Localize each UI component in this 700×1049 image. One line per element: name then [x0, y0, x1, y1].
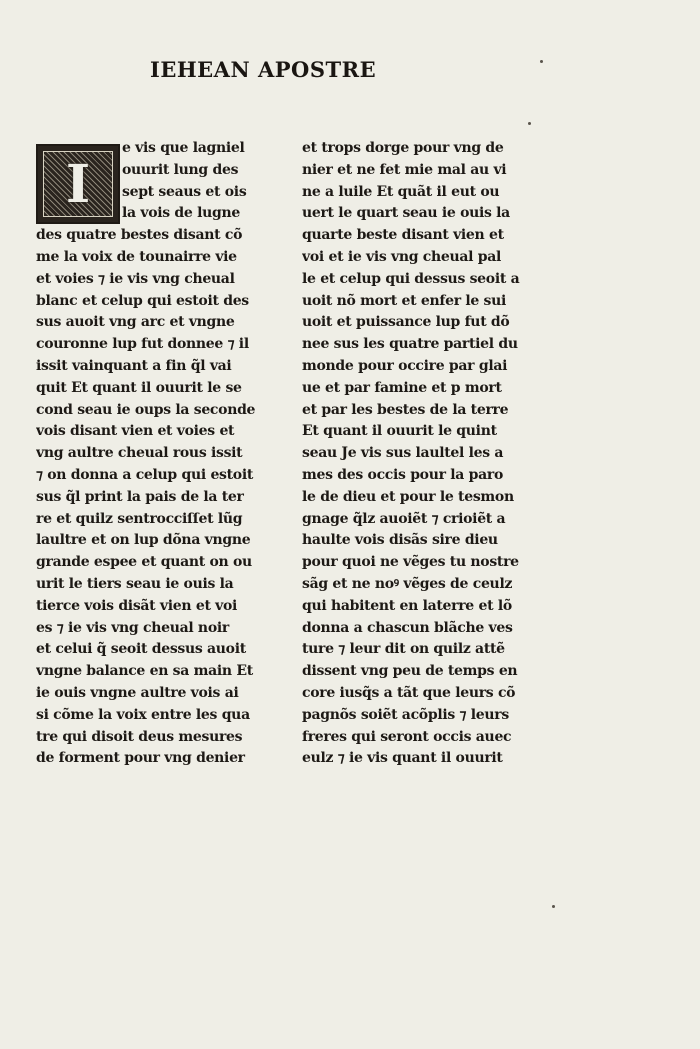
text-line: et voies ⁊ ie vis vng cheual: [36, 270, 235, 287]
paper-speck: [552, 905, 555, 908]
text-line: donna a chascun blãche ves: [302, 619, 513, 636]
text-line: de forment pour vng denier: [36, 750, 245, 767]
text-line: qui habitent en laterre et lõ: [302, 597, 512, 614]
text-line: cond seau ie oups la seconde: [36, 401, 256, 418]
left-column: [36, 138, 268, 770]
text-line: sãg et ne noꝰ vẽges de ceulz: [302, 575, 513, 592]
paper-speck: [540, 60, 543, 63]
paper-speck: [528, 122, 531, 125]
text-line: seau Je vis sus laultel les a: [302, 445, 504, 462]
text-line: nee sus les quatre partiel du: [302, 336, 518, 353]
text-line: tre qui disoit deus mesures: [36, 728, 243, 745]
text-line: ie ouis vngne aultre vois ai: [36, 684, 239, 701]
text-line: ue et par famine et p mort: [302, 379, 502, 396]
text-line: blanc et celup qui estoit des: [36, 292, 249, 309]
text-line: issit vainquant a fin q̃l vai: [36, 357, 232, 374]
text-line: e vis que lagniel: [122, 140, 245, 156]
text-line: sus q̃l print la pais de la ter: [36, 488, 244, 505]
text-line: et celui q̃ seoit dessus auoit: [36, 641, 246, 658]
text-line: dissent vng peu de temps en: [302, 663, 518, 680]
text-line: pour quoi ne vẽges tu nostre: [302, 554, 519, 571]
text-line: sept seaus et ois: [122, 183, 247, 200]
text-line: ne a luile Et quãt il eut ou: [302, 183, 500, 200]
text-line: le et celup qui dessus seoit a: [302, 270, 520, 287]
text-line: tierce vois disãt vien et voi: [36, 597, 238, 614]
text-line: si cõme la voix entre les qua: [36, 706, 250, 723]
text-line: voi et ie vis vng cheual pal: [302, 248, 502, 265]
text-line: le de dieu et pour le tesmon: [302, 488, 514, 505]
text-line: couronne lup fut donnee ⁊ il: [36, 336, 249, 353]
text-line: uert le quart seau ie ouis la: [302, 205, 510, 222]
text-line: ouurit lung des: [122, 161, 239, 178]
text-line: quit Et quant il ouurit le se: [36, 379, 242, 396]
initial-letter: I: [65, 153, 91, 215]
text-line: core iusq̃s a tãt que leurs cõ: [302, 684, 516, 701]
text-line: Et quant il ouurit le quint: [302, 423, 497, 440]
text-line: ture ⁊ leur dit on quilz attẽ: [302, 641, 505, 658]
text-line: uoit et puissance lup fut dõ: [302, 314, 510, 331]
text-line: la vois de lugne: [122, 205, 240, 222]
text-line: uoit nõ mort et enfer le sui: [302, 292, 507, 309]
text-line: sus auoit vng arc et vngne: [36, 314, 235, 331]
text-line: mes des occis pour la paro: [302, 466, 503, 483]
running-head: IEHEAN APOSTRE: [150, 57, 377, 82]
text-line: gnage q̃lz auoiẽt ⁊ crioiẽt a: [302, 510, 506, 527]
text-line: ⁊ on donna a celup qui estoit: [36, 466, 254, 483]
text-line: urit le tiers seau ie ouis la: [36, 575, 234, 592]
text-line: monde pour occire par glai: [302, 357, 508, 374]
text-line: me la voix de tounairre vie: [36, 248, 237, 265]
text-line: vng aultre cheual rous issit: [36, 445, 243, 462]
text-line: eulz ⁊ ie vis quant il ouurit: [302, 750, 503, 767]
text-line: es ⁊ ie vis vng cheual noir: [36, 619, 229, 636]
text-line: re et quilz sentrocciſſet lũg: [36, 510, 243, 527]
text-line: haulte vois disãs sire dieu: [302, 532, 498, 549]
text-line: et trops dorge pour vng de: [302, 140, 504, 156]
text-line: quarte beste disant vien et: [302, 227, 504, 244]
text-line: nier et ne fet mie mal au vi: [302, 161, 507, 178]
text-line: grande espee et quant on ou: [36, 554, 252, 571]
text-line: freres qui seront occis auec: [302, 728, 512, 745]
text-line: pagnõs soiẽt acõplis ⁊ leurs: [302, 706, 509, 723]
text-line: laultre et on lup dõna vngne: [36, 532, 251, 549]
right-column: [302, 138, 538, 770]
text-line: vngne balance en sa main Et: [36, 663, 253, 680]
text-line: des quatre bestes disant cõ: [36, 227, 243, 244]
text-line: vois disant vien et voies et: [36, 423, 235, 440]
text-line: et par les bestes de la terre: [302, 401, 509, 418]
